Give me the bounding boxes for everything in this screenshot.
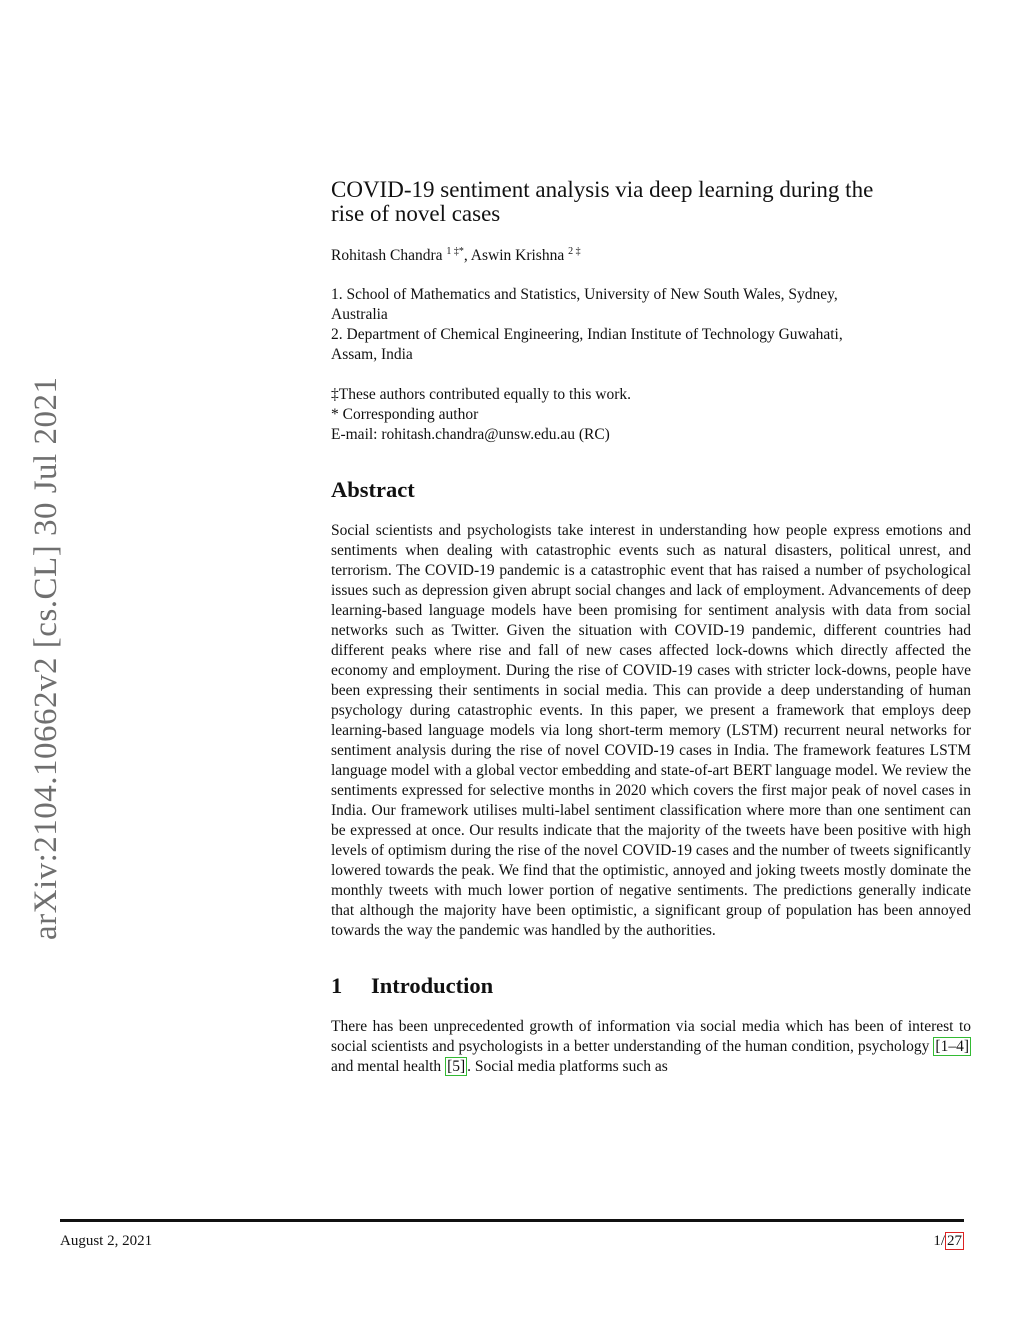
citation-link[interactable]: [5] <box>447 1058 466 1076</box>
intro-text: . Social media platforms such as <box>467 1058 668 1076</box>
affiliation-line: Assam, India <box>331 346 413 364</box>
equal-contribution-note: ‡These authors contributed equally to this work. <box>331 386 632 404</box>
author-affiliation-marks: 1 ‡* <box>446 246 464 257</box>
page-current: 1/ <box>933 1233 945 1249</box>
section-title: Introduction <box>371 973 494 999</box>
intro-text: and mental health <box>331 1058 446 1076</box>
contact-email: E-mail: rohitash.chandra@unsw.edu.au (RC) <box>331 426 610 444</box>
section-number: 1 <box>331 973 343 999</box>
paper-content <box>331 178 971 1077</box>
author-separator: , <box>463 247 471 265</box>
introduction-body <box>331 1017 971 1077</box>
author-affiliation-marks: 2 ‡ <box>568 246 581 257</box>
citation-link[interactable]: [1–4] <box>935 1038 969 1056</box>
arxiv-identifier: arXiv:2104.10662v2 [cs.CL] 30 Jul 2021 <box>28 376 64 940</box>
page-total-link[interactable]: 27 <box>947 1233 962 1249</box>
abstract-heading: Abstract <box>331 477 415 503</box>
affiliation-line: Australia <box>331 306 388 324</box>
paper-title <box>331 178 971 226</box>
affiliation-line: 2. Department of Chemical Engineering, Indian Institute of Technology Guwahati, <box>331 326 843 344</box>
footer-date: August 2, 2021 <box>60 1233 153 1249</box>
introduction-heading <box>331 973 971 999</box>
intro-text: There has been unprecedented growth of information via social media which has been of interest to social scientists and psychologists in a better understanding of the human condition, psychology <box>331 1018 971 1056</box>
title-line-1: COVID-19 sentiment analysis via deep learning during the <box>331 177 874 202</box>
page-number <box>933 1233 964 1250</box>
author-notes <box>331 385 971 445</box>
author-name: Aswin Krishna <box>470 247 565 265</box>
author-name: Rohitash Chandra <box>331 247 443 265</box>
footer-rule <box>60 1219 964 1222</box>
corresponding-author-note: * Corresponding author <box>331 406 479 424</box>
title-line-2: rise of novel cases <box>331 201 501 226</box>
author-list <box>331 246 971 265</box>
affiliation-line: 1. School of Mathematics and Statistics, University of New South Wales, Sydney, <box>331 286 838 304</box>
abstract-body: Social scientists and psychologists take interest in understanding how people express emotions and sentiments when dealing with catastrophic events such as natural disasters, political unrest, and terrorism. The COVID-19 pandemic is a catastrophic event that has raised a number of psychological issues such as depression given abrupt social changes and lack of employment. Advancements of deep learning-based language models have been promising for sentiment analysis with data from social networks such as Twitter. Given the situation with COVID-19 pandemic, different countries had different peaks where rise and fall of new cases affected lock-downs which directly affected the economy and employment. During the rise of COVID-19 cases with stricter lock-downs, people have been expressing their sentiments in social media. This can provide a deep understanding of human psychology during catastrophic events. In this paper, we present a framework that employs deep learning-based language models via long short-term memory (LSTM) recurrent neural networks for sentiment analysis during the rise of novel COVID-19 cases in India. The framework features LSTM language model with a global vector embedding and state-of-art BERT language model. We review the sentiments expressed for selective months in 2020 which covers the first major peak of novel cases in India. Our framework utilises multi-label sentiment classification where more than one sentiment can be expressed at once. Our results indicate that the majority of the tweets have been positive with high levels of optimism during the rise of the novel COVID-19 cases and the number of tweets significantly lowered towards the peak. We find that the optimistic, annoyed and joking tweets mostly dominate the monthly tweets with much lower portion of negative sentiments. The predictions generally indicate that although the majority have been optimistic, a significant group of population has been annoyed towards the way the pandemic was handled by the authorities. <box>331 522 971 940</box>
affiliations <box>331 285 971 365</box>
